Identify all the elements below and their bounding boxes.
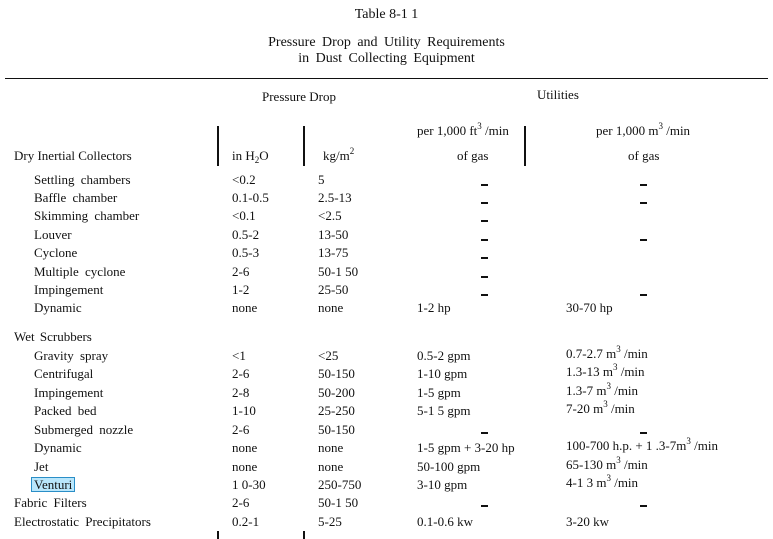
cell-in-h2o: 1-2 <box>232 282 250 297</box>
dash-mark <box>481 425 488 441</box>
row-label-venturi-selected[interactable]: Venturi <box>34 477 73 492</box>
cell-per-1000-m3: 1.3-7 $m^3$ /min <box>566 381 639 398</box>
cell-per-1000-ft3: 50-100 gpm <box>417 459 481 474</box>
cell-per-1000-m3: 65-130 $m^3$ /min <box>566 455 648 472</box>
dash-mark <box>640 177 647 193</box>
row-label: Submerged nozzle <box>34 422 134 437</box>
col-m-header: per 1,000 $m^3$ /min <box>596 121 691 138</box>
table-caption-line1: Pressure Drop and Utility Requirements <box>268 35 505 50</box>
cell-per-1000-m3: 1.3-13 $m^3$ /min <box>566 362 645 379</box>
cell-per-1000-m3: 100-700 h.p. + 1 $.3-7m^3$ /min <box>566 436 718 453</box>
dash-mark <box>481 213 488 229</box>
row-label: Jet <box>34 459 49 474</box>
dash-mark <box>640 498 647 514</box>
cell-in-h2o: 1 0-30 <box>232 477 266 492</box>
cell-per-1000-m3: 4-1 3 $m^3$ /min <box>566 473 639 490</box>
cell-kg-m2: 13-75 <box>318 245 349 260</box>
cell-per-1000-ft3: 1-10 gpm <box>417 366 468 381</box>
cell-in-h2o: 2-6 <box>232 366 250 381</box>
row-label: Electrostatic Precipitators <box>14 514 151 529</box>
cell-in-h2o: 0.1-0.5 <box>232 190 269 205</box>
cell-per-1000-m3: 3-20 kw <box>566 514 609 529</box>
category-header: Dry Inertial Collectors <box>14 148 132 163</box>
cell-kg-m2: none <box>318 300 344 315</box>
cell-per-1000-ft3: 5-1 5 gpm <box>417 403 471 418</box>
row-label: Dynamic <box>34 300 82 315</box>
cell-in-h2o: 0.2-1 <box>232 514 260 529</box>
row-label: Louver <box>34 227 72 242</box>
col-divider-1 <box>217 126 219 166</box>
cell-kg-m2: <25 <box>318 348 339 363</box>
cell-per-1000-m3: 30-70 hp <box>566 300 613 315</box>
row-label: Impingement <box>34 282 104 297</box>
row-label: Packed bed <box>34 403 97 418</box>
pressure-drop-header: Pressure Drop <box>262 89 337 104</box>
cell-in-h2o: 0.5-2 <box>232 227 260 242</box>
row-label: Settling chambers <box>34 172 131 187</box>
cell-kg-m2: 250-750 <box>318 477 362 492</box>
row-label: Centrifugal <box>34 366 94 381</box>
col-ft-header: per 1,000 $ft^3$ /min <box>417 121 509 138</box>
col-h2o-header: in $H_2O$ <box>232 148 269 165</box>
row-label: Impingement <box>34 385 104 400</box>
cell-in-h2o: 2-8 <box>232 385 250 400</box>
cell-per-1000-m3: 7-20 $m^3$ /min <box>566 399 635 416</box>
cell-per-1000-ft3: 1-2 hp <box>417 300 451 315</box>
col-ft-header-line2: of gas <box>457 148 489 163</box>
dash-mark <box>481 195 488 211</box>
cell-per-1000-ft3: 0.1-0.6 kw <box>417 514 473 529</box>
row-label: Dynamic <box>34 440 82 455</box>
cell-kg-m2: 2.5-13 <box>318 190 352 205</box>
row-label: Baffle chamber <box>34 190 118 205</box>
cell-kg-m2: 50-1 50 <box>318 495 359 510</box>
top-rule <box>5 78 768 79</box>
cell-kg-m2: 50-200 <box>318 385 355 400</box>
col-divider-2-bottom <box>303 531 305 539</box>
dash-mark <box>481 177 488 193</box>
col-divider-1-bottom <box>217 531 219 539</box>
cell-in-h2o: <0.1 <box>232 208 256 223</box>
cell-in-h2o: 1-10 <box>232 403 256 418</box>
cell-in-h2o: none <box>232 440 258 455</box>
col-divider-3 <box>524 126 526 166</box>
cell-in-h2o: 2-6 <box>232 422 250 437</box>
cell-kg-m2: 13-50 <box>318 227 349 242</box>
row-label: Skimming chamber <box>34 208 140 223</box>
section-heading: Wet Scrubbers <box>14 329 92 344</box>
col-kg-header: $kg/m^2$ <box>323 146 355 163</box>
row-label: Gravity spray <box>34 348 109 363</box>
dash-mark <box>481 269 488 285</box>
cell-kg-m2: 50-1 50 <box>318 264 359 279</box>
col-m-header-line2: of gas <box>628 148 660 163</box>
cell-in-h2o: 2-6 <box>232 264 250 279</box>
dash-mark <box>481 287 488 303</box>
cell-kg-m2: none <box>318 440 344 455</box>
cell-per-1000-ft3: 1-5 gpm <box>417 385 461 400</box>
table-number: Table 8-1 1 <box>354 7 419 22</box>
dash-mark <box>481 498 488 514</box>
dash-mark <box>481 232 488 248</box>
dash-mark <box>640 232 647 248</box>
cell-kg-m2: 50-150 <box>318 366 355 381</box>
cell-in-h2o: none <box>232 459 258 474</box>
dash-mark <box>640 195 647 211</box>
row-label: Fabric Filters <box>14 495 87 510</box>
table-caption-line2: in Dust Collecting Equipment <box>298 51 475 66</box>
cell-in-h2o: none <box>232 300 258 315</box>
cell-per-1000-ft3: 3-10 gpm <box>417 477 468 492</box>
cell-kg-m2: none <box>318 459 344 474</box>
utilities-header: Utilities <box>537 87 579 102</box>
cell-in-h2o: <0.2 <box>232 172 256 187</box>
cell-kg-m2: <2.5 <box>318 208 342 223</box>
cell-kg-m2: 50-150 <box>318 422 355 437</box>
cell-kg-m2: 5-25 <box>318 514 342 529</box>
dash-mark <box>481 250 488 266</box>
dash-mark <box>640 425 647 441</box>
cell-per-1000-ft3: 0.5-2 gpm <box>417 348 471 363</box>
cell-in-h2o: 0.5-3 <box>232 245 260 260</box>
cell-per-1000-ft3: 1-5 gpm + 3-20 hp <box>417 440 515 455</box>
cell-per-1000-m3: 0.7-2.7 $m^3$ /min <box>566 344 648 361</box>
col-divider-2 <box>303 126 305 166</box>
cell-in-h2o: 2-6 <box>232 495 250 510</box>
cell-kg-m2: 25-250 <box>318 403 355 418</box>
cell-kg-m2: 5 <box>318 172 325 187</box>
cell-in-h2o: <1 <box>232 348 246 363</box>
row-label: Cyclone <box>34 245 78 260</box>
cell-kg-m2: 25-50 <box>318 282 349 297</box>
row-label: Multiple cyclone <box>34 264 126 279</box>
dash-mark <box>640 287 647 303</box>
